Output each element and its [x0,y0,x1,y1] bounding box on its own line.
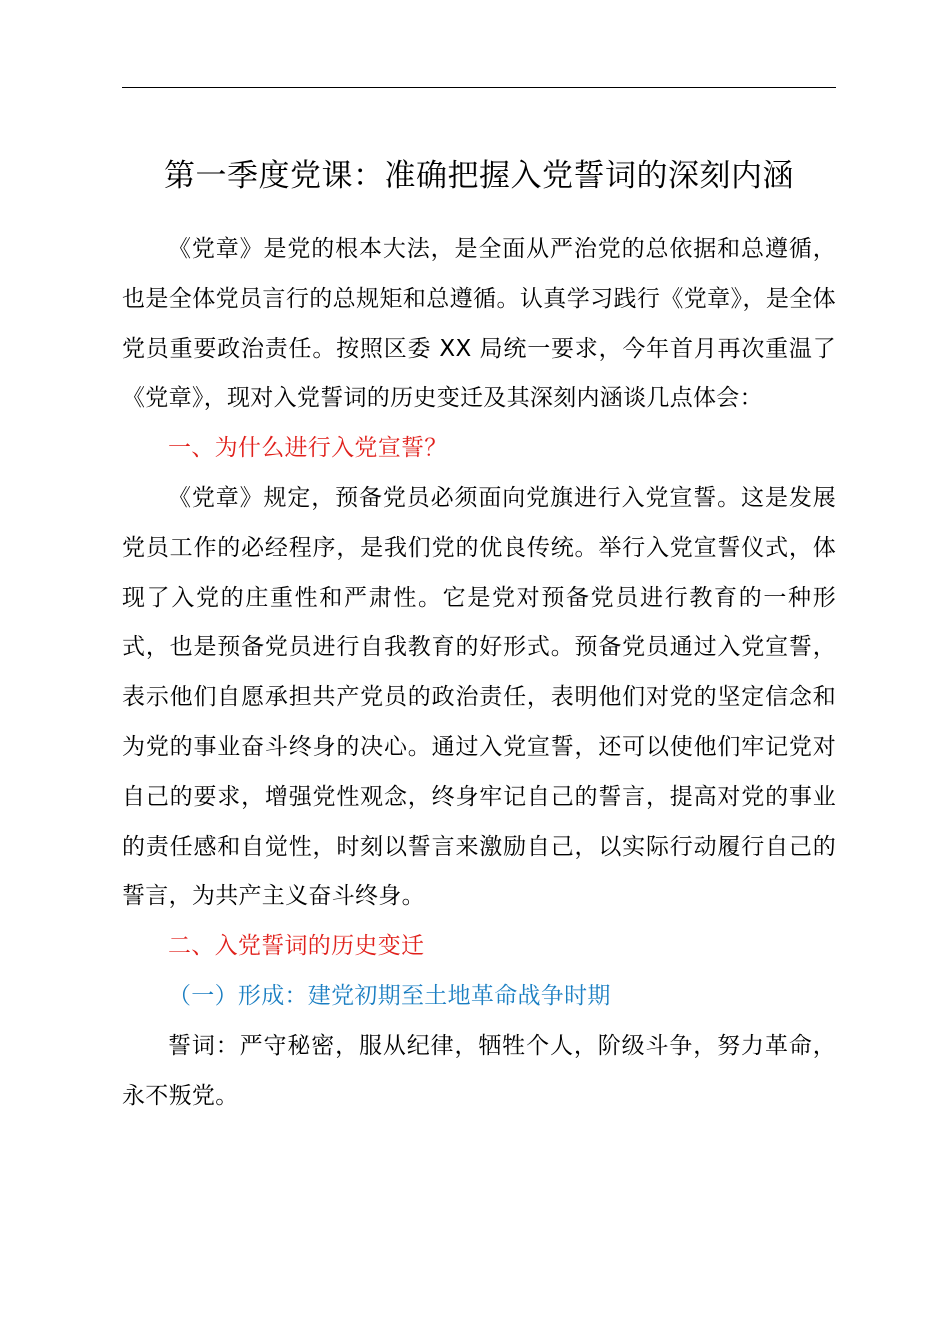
section-1-paragraph: 《党章》规定，预备党员必须面向党旗进行入党宣誓。这是发展党员工作的必经程序，是我们党的优良传统。举行入党宣誓仪式，体现了入党的庄重性和严肃性。它是党对预备党员进行教育的一种形式，也是预备党员进行自我教育的好形式。预备党员通过入党宣誓，表示他们自愿承担共产党员的政治责任，表明他们对党的坚定信念和为党的事业奋斗终身的决心。通过入党宣誓，还可以使他们牢记党对自己的要求，增强党性观念，终身牢记自己的誓言，提高对党的事业的责任感和自觉性，时刻以誓言来激励自己，以实际行动履行自己的誓言，为共产主义奋斗终身。 [122,484,836,910]
section-heading-1: 一、为什么进行入党宣誓？ [168,435,448,462]
intro-paragraph: 《党章》是党的根本大法，是全面从严治党的总依据和总遵循，也是全体党员言行的总规矩和总遵循。认真学习践行《党章》，是全体党员重要政治责任。按照区委 XX 局统一要求，今年首月再次重温了《党章》，现对入党誓词的历史变迁及其深刻内涵谈几点体会： [122,236,836,412]
subsection-1-paragraph: 誓词：严守秘密，服从纪律，牺牲个人，阶级斗争，努力革命，永不叛党。 [122,1032,836,1109]
document-body [122,225,836,1121]
section-heading-2: 二、入党誓词的历史变迁 [168,933,425,960]
subsection-heading-1: （一）形成：建党初期至土地革命战争时期 [168,982,611,1009]
page-title: 第一季度党课：准确把握入党誓词的深刻内涵 [164,158,794,194]
header-rule [122,87,836,88]
